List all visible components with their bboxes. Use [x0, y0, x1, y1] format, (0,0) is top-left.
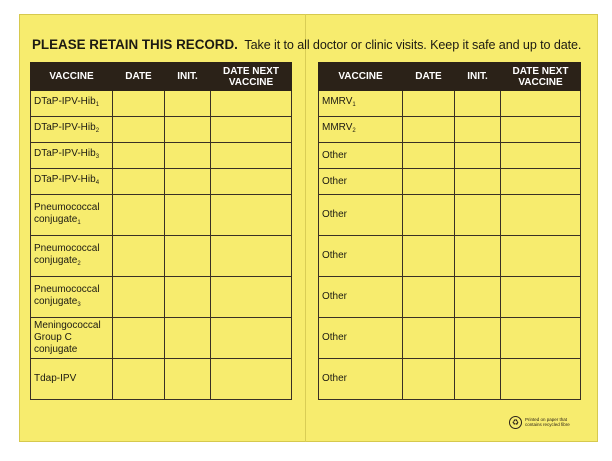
col-init: INIT.: [165, 63, 211, 91]
date-cell[interactable]: [113, 318, 165, 359]
init-cell[interactable]: [455, 236, 501, 277]
date-cell[interactable]: [403, 169, 455, 195]
init-cell[interactable]: [455, 277, 501, 318]
table-row: [31, 91, 292, 117]
right-vaccine-table: [318, 62, 581, 400]
table-row: [319, 359, 581, 400]
record-heading: [32, 37, 592, 52]
heading-rest: Take it to all doctor or clinic visits. Keep it safe and up to date.: [244, 38, 582, 52]
date-cell[interactable]: [113, 277, 165, 318]
vaccine-name: Other: [319, 236, 403, 277]
next-date-cell[interactable]: [501, 318, 581, 359]
next-date-cell[interactable]: [501, 143, 581, 169]
init-cell[interactable]: [165, 169, 211, 195]
table-row: [319, 91, 581, 117]
init-cell[interactable]: [455, 318, 501, 359]
vaccine-name: $MMRV_1$: [319, 91, 403, 117]
date-cell[interactable]: [403, 277, 455, 318]
next-date-cell[interactable]: [501, 195, 581, 236]
next-date-cell[interactable]: [501, 236, 581, 277]
vaccine-name: DTaP-IPV-Hib$_4$: [31, 169, 113, 195]
date-cell[interactable]: [403, 143, 455, 169]
table-row: [31, 143, 292, 169]
date-cell[interactable]: [113, 195, 165, 236]
next-date-cell[interactable]: [211, 117, 292, 143]
col-date: DATE: [403, 63, 455, 91]
next-date-cell[interactable]: [211, 195, 292, 236]
next-date-cell[interactable]: [211, 169, 292, 195]
table-row: [31, 195, 292, 236]
vaccine-name: DTaP-IPV-Hib$_1$: [31, 91, 113, 117]
next-date-cell[interactable]: [211, 359, 292, 400]
init-cell[interactable]: [455, 359, 501, 400]
right-header-row: [319, 63, 581, 91]
date-cell[interactable]: [403, 91, 455, 117]
next-date-cell[interactable]: [501, 91, 581, 117]
col-vaccine: VACCINE: [319, 63, 403, 91]
date-cell[interactable]: [403, 236, 455, 277]
date-cell[interactable]: [113, 236, 165, 277]
next-date-cell[interactable]: [501, 359, 581, 400]
vaccine-name: Pneumococcal conjugate$_3$: [31, 277, 113, 318]
table-row: [319, 143, 581, 169]
init-cell[interactable]: [165, 91, 211, 117]
vaccine-name: Other: [319, 169, 403, 195]
date-cell[interactable]: [113, 143, 165, 169]
vaccine-name: Other: [319, 359, 403, 400]
init-cell[interactable]: [165, 277, 211, 318]
vaccine-name: Tdap-IPV: [31, 359, 113, 400]
next-date-cell[interactable]: [501, 169, 581, 195]
recycled-paper-note: Printed on paper that contains recycled fibre: [525, 417, 570, 427]
next-date-cell[interactable]: [501, 277, 581, 318]
table-row: [31, 318, 292, 359]
left-header-row: [31, 63, 292, 91]
date-cell[interactable]: [113, 91, 165, 117]
col-date: DATE: [113, 63, 165, 91]
date-cell[interactable]: [113, 169, 165, 195]
vaccine-name: DTaP-IPV-Hib$_2$: [31, 117, 113, 143]
next-date-cell[interactable]: [211, 143, 292, 169]
table-row: [31, 236, 292, 277]
next-date-cell[interactable]: [501, 117, 581, 143]
vaccine-name: Other: [319, 277, 403, 318]
init-cell[interactable]: [455, 117, 501, 143]
table-row: [31, 277, 292, 318]
next-date-cell[interactable]: [211, 277, 292, 318]
col-vaccine: VACCINE: [31, 63, 113, 91]
table-row: [319, 318, 581, 359]
left-vaccine-table: [30, 62, 292, 400]
vaccine-name: Other: [319, 195, 403, 236]
col-date-next-vaccine: DATE NEXT VACCINE: [211, 63, 292, 91]
init-cell[interactable]: [165, 195, 211, 236]
date-cell[interactable]: [403, 195, 455, 236]
card-fold-line: [305, 14, 306, 442]
vaccine-name: $MMRV_2$: [319, 117, 403, 143]
init-cell[interactable]: [165, 318, 211, 359]
next-date-cell[interactable]: [211, 318, 292, 359]
init-cell[interactable]: [165, 236, 211, 277]
next-date-cell[interactable]: [211, 236, 292, 277]
vaccine-name: DTaP-IPV-Hib$_3$: [31, 143, 113, 169]
date-cell[interactable]: [403, 318, 455, 359]
table-row: [31, 117, 292, 143]
init-cell[interactable]: [165, 143, 211, 169]
vaccine-name: Pneumococcal conjugate$_2$: [31, 236, 113, 277]
table-row: [319, 236, 581, 277]
init-cell[interactable]: [455, 143, 501, 169]
init-cell[interactable]: [165, 117, 211, 143]
vaccine-name: Meningococcal Group C conjugate: [31, 318, 113, 359]
date-cell[interactable]: [113, 117, 165, 143]
table-row: [319, 195, 581, 236]
recycle-icon: ♻: [509, 416, 522, 429]
table-row: [319, 117, 581, 143]
next-date-cell[interactable]: [211, 91, 292, 117]
table-row: [319, 277, 581, 318]
table-row: [319, 169, 581, 195]
heading-bold: PLEASE RETAIN THIS RECORD.: [32, 37, 238, 52]
table-row: [31, 169, 292, 195]
vaccine-name: Other: [319, 318, 403, 359]
vaccine-name: Pneumococcal conjugate$_1$: [31, 195, 113, 236]
init-cell[interactable]: [455, 195, 501, 236]
init-cell[interactable]: [455, 169, 501, 195]
date-cell[interactable]: [403, 359, 455, 400]
init-cell[interactable]: [165, 359, 211, 400]
date-cell[interactable]: [403, 117, 455, 143]
col-init: INIT.: [455, 63, 501, 91]
vaccine-name: Other: [319, 143, 403, 169]
table-row: [31, 359, 292, 400]
col-date-next-vaccine: DATE NEXT VACCINE: [501, 63, 581, 91]
date-cell[interactable]: [113, 359, 165, 400]
init-cell[interactable]: [455, 91, 501, 117]
